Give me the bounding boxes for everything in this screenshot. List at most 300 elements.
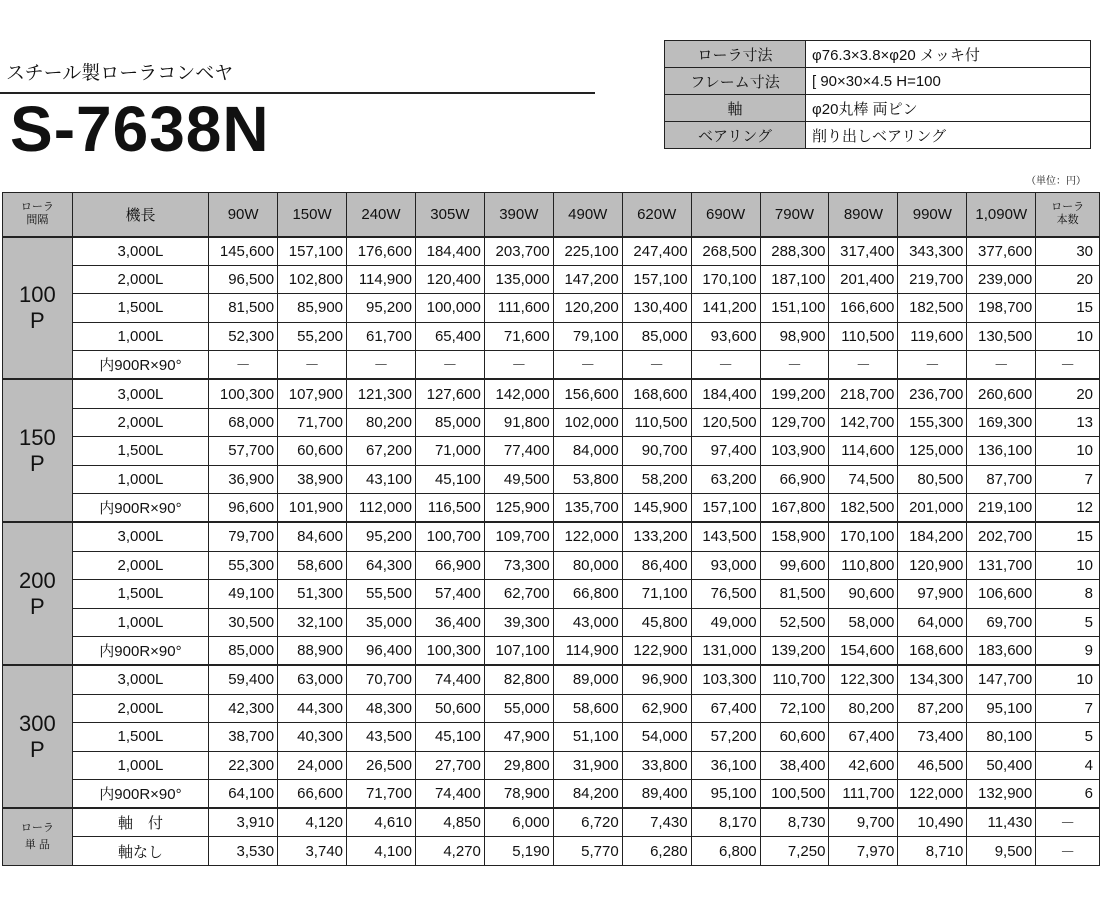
price-cell: 167,800: [760, 494, 829, 523]
price-cell: －: [553, 351, 622, 380]
price-cell: 95,100: [967, 694, 1036, 723]
table-row: [3, 780, 1100, 809]
table-row: [3, 637, 1100, 666]
roller-count-header: ローラ 本数: [1036, 193, 1100, 237]
price-cell: 38,900: [278, 465, 347, 494]
price-cell: 38,700: [209, 723, 278, 752]
price-cell: 87,200: [898, 694, 967, 723]
pitch-group-label: 100 P: [3, 237, 73, 380]
width-header: 305W: [415, 193, 484, 237]
price-cell: 183,600: [967, 637, 1036, 666]
price-cell: 182,500: [829, 494, 898, 523]
price-cell: 151,100: [760, 294, 829, 323]
price-cell: 100,300: [209, 379, 278, 408]
price-cell: 48,300: [347, 694, 416, 723]
price-cell: 93,000: [691, 551, 760, 580]
price-cell: 35,000: [347, 608, 416, 637]
price-cell: －: [967, 351, 1036, 380]
length-cell: 1,000L: [72, 751, 208, 780]
unit-note: （単位：円）: [1026, 176, 1086, 187]
price-cell: 85,900: [278, 294, 347, 323]
price-cell: 67,400: [829, 723, 898, 752]
spec-row: [665, 122, 1091, 149]
table-row: [3, 494, 1100, 523]
price-cell: 95,100: [691, 780, 760, 809]
roller-count-cell: 7: [1036, 694, 1100, 723]
price-cell: 155,300: [898, 408, 967, 437]
price-cell: 97,900: [898, 580, 967, 609]
spec-value: [ 90×30×4.5 H=100: [806, 68, 1091, 95]
length-cell: 2,000L: [72, 408, 208, 437]
price-cell: 102,800: [278, 265, 347, 294]
length-cell: 1,000L: [72, 465, 208, 494]
pitch-header: ローラ 間隔: [3, 193, 73, 237]
price-cell: 36,400: [415, 608, 484, 637]
price-cell: 132,900: [967, 780, 1036, 809]
price-cell: 4,850: [415, 808, 484, 837]
price-cell: 110,700: [760, 665, 829, 694]
price-cell: 166,600: [829, 294, 898, 323]
price-cell: 236,700: [898, 379, 967, 408]
price-cell: 122,000: [898, 780, 967, 809]
roller-count-cell: －: [1036, 808, 1100, 837]
price-cell: 59,400: [209, 665, 278, 694]
table-row: [3, 351, 1100, 380]
price-cell: 199,200: [760, 379, 829, 408]
price-cell: 147,700: [967, 665, 1036, 694]
price-cell: 55,000: [484, 694, 553, 723]
price-cell: 58,600: [553, 694, 622, 723]
price-cell: 85,000: [209, 637, 278, 666]
price-cell: 122,900: [622, 637, 691, 666]
width-header: 490W: [553, 193, 622, 237]
price-cell: 73,400: [898, 723, 967, 752]
price-cell: －: [829, 351, 898, 380]
roller-count-cell: －: [1036, 351, 1100, 380]
price-cell: 6,280: [622, 837, 691, 866]
price-cell: 93,600: [691, 322, 760, 351]
price-cell: 170,100: [691, 265, 760, 294]
price-cell: 31,900: [553, 751, 622, 780]
length-cell: 3,000L: [72, 522, 208, 551]
price-cell: 74,500: [829, 465, 898, 494]
table-row: [3, 379, 1100, 408]
length-cell: 内900R×90°: [72, 780, 208, 809]
price-cell: 8,170: [691, 808, 760, 837]
length-cell: 1,500L: [72, 437, 208, 466]
price-cell: 52,500: [760, 608, 829, 637]
pitch-group-label: 200 P: [3, 522, 73, 665]
price-cell: 76,500: [691, 580, 760, 609]
price-cell: 116,500: [415, 494, 484, 523]
price-cell: 158,900: [760, 522, 829, 551]
price-cell: 36,900: [209, 465, 278, 494]
price-cell: 89,400: [622, 780, 691, 809]
width-header: 240W: [347, 193, 416, 237]
price-cell: 64,000: [898, 608, 967, 637]
spec-label: フレーム寸法: [665, 68, 806, 95]
price-cell: 29,800: [484, 751, 553, 780]
price-cell: －: [760, 351, 829, 380]
price-cell: 84,000: [553, 437, 622, 466]
price-cell: 198,700: [967, 294, 1036, 323]
price-cell: 127,600: [415, 379, 484, 408]
price-cell: 73,300: [484, 551, 553, 580]
price-cell: 66,800: [553, 580, 622, 609]
price-cell: 45,800: [622, 608, 691, 637]
table-row: [3, 265, 1100, 294]
price-cell: 84,200: [553, 780, 622, 809]
price-cell: 64,300: [347, 551, 416, 580]
length-cell: 1,500L: [72, 723, 208, 752]
price-cell: 120,200: [553, 294, 622, 323]
price-cell: 157,100: [278, 237, 347, 266]
price-cell: 70,700: [347, 665, 416, 694]
width-header: 690W: [691, 193, 760, 237]
price-cell: 122,300: [829, 665, 898, 694]
roller-count-cell: 5: [1036, 608, 1100, 637]
price-cell: 106,600: [967, 580, 1036, 609]
price-cell: 225,100: [553, 237, 622, 266]
price-cell: 169,300: [967, 408, 1036, 437]
table-row: [3, 465, 1100, 494]
price-cell: 88,900: [278, 637, 347, 666]
price-cell: 96,400: [347, 637, 416, 666]
price-cell: 81,500: [760, 580, 829, 609]
price-cell: 80,200: [347, 408, 416, 437]
price-cell: 4,100: [347, 837, 416, 866]
price-cell: 10,490: [898, 808, 967, 837]
price-cell: 71,100: [622, 580, 691, 609]
price-cell: 135,700: [553, 494, 622, 523]
price-cell: 50,400: [967, 751, 1036, 780]
table-row: [3, 437, 1100, 466]
price-cell: 343,300: [898, 237, 967, 266]
price-cell: 97,400: [691, 437, 760, 466]
length-cell: 2,000L: [72, 265, 208, 294]
price-cell: 3,530: [209, 837, 278, 866]
price-cell: 33,800: [622, 751, 691, 780]
price-cell: 80,100: [967, 723, 1036, 752]
price-cell: 60,600: [278, 437, 347, 466]
spec-table: [664, 40, 1091, 149]
roller-count-cell: 4: [1036, 751, 1100, 780]
roller-count-cell: 20: [1036, 379, 1100, 408]
price-cell: 139,200: [760, 637, 829, 666]
price-cell: 119,600: [898, 322, 967, 351]
price-cell: 68,000: [209, 408, 278, 437]
price-cell: 135,000: [484, 265, 553, 294]
price-cell: 184,400: [691, 379, 760, 408]
roller-count-cell: 5: [1036, 723, 1100, 752]
price-cell: 80,000: [553, 551, 622, 580]
price-cell: 87,700: [967, 465, 1036, 494]
price-cell: 247,400: [622, 237, 691, 266]
price-cell: 95,200: [347, 522, 416, 551]
roller-count-cell: 20: [1036, 265, 1100, 294]
price-cell: 49,100: [209, 580, 278, 609]
price-cell: 7,970: [829, 837, 898, 866]
pitch-group-label: ローラ 単 品: [3, 808, 73, 865]
price-cell: 184,400: [415, 237, 484, 266]
pitch-group-label: 300 P: [3, 665, 73, 808]
price-cell: 109,700: [484, 522, 553, 551]
price-cell: 74,400: [415, 780, 484, 809]
price-cell: 268,500: [691, 237, 760, 266]
price-cell: －: [691, 351, 760, 380]
width-header: 90W: [209, 193, 278, 237]
price-cell: 143,500: [691, 522, 760, 551]
price-cell: 65,400: [415, 322, 484, 351]
price-cell: 114,600: [829, 437, 898, 466]
price-cell: 58,000: [829, 608, 898, 637]
length-header: 機長: [72, 193, 208, 237]
table-row: [3, 665, 1100, 694]
price-cell: 100,700: [415, 522, 484, 551]
price-cell: 131,700: [967, 551, 1036, 580]
price-cell: 45,100: [415, 723, 484, 752]
table-row: [3, 322, 1100, 351]
price-cell: 8,710: [898, 837, 967, 866]
table-row: [3, 294, 1100, 323]
price-cell: 103,900: [760, 437, 829, 466]
length-cell: 3,000L: [72, 379, 208, 408]
price-cell: 102,000: [553, 408, 622, 437]
price-cell: 100,300: [415, 637, 484, 666]
table-row: [3, 751, 1100, 780]
price-cell: 182,500: [898, 294, 967, 323]
price-cell: 57,400: [415, 580, 484, 609]
length-cell: 軸なし: [72, 837, 208, 866]
width-header: 790W: [760, 193, 829, 237]
price-cell: 49,000: [691, 608, 760, 637]
price-cell: 114,900: [553, 637, 622, 666]
length-cell: 1,000L: [72, 322, 208, 351]
price-cell: 67,200: [347, 437, 416, 466]
price-cell: 145,600: [209, 237, 278, 266]
price-cell: 30,500: [209, 608, 278, 637]
price-cell: 107,900: [278, 379, 347, 408]
price-cell: 26,500: [347, 751, 416, 780]
price-cell: 157,100: [691, 494, 760, 523]
price-cell: 187,100: [760, 265, 829, 294]
price-cell: 5,770: [553, 837, 622, 866]
price-cell: 42,600: [829, 751, 898, 780]
price-cell: －: [415, 351, 484, 380]
price-cell: 218,700: [829, 379, 898, 408]
table-row: [3, 808, 1100, 837]
spec-label: ローラ寸法: [665, 41, 806, 68]
price-cell: 49,500: [484, 465, 553, 494]
price-cell: 11,430: [967, 808, 1036, 837]
table-row: [3, 237, 1100, 266]
length-cell: 内900R×90°: [72, 494, 208, 523]
price-cell: 4,120: [278, 808, 347, 837]
table-row: [3, 551, 1100, 580]
roller-count-cell: 15: [1036, 522, 1100, 551]
price-cell: 57,700: [209, 437, 278, 466]
price-cell: 46,500: [898, 751, 967, 780]
price-cell: 64,100: [209, 780, 278, 809]
price-cell: 7,430: [622, 808, 691, 837]
pitch-group-label: 150 P: [3, 379, 73, 522]
price-cell: －: [484, 351, 553, 380]
price-cell: 47,900: [484, 723, 553, 752]
price-cell: 112,000: [347, 494, 416, 523]
length-cell: 2,000L: [72, 551, 208, 580]
roller-count-cell: 9: [1036, 637, 1100, 666]
price-cell: 103,300: [691, 665, 760, 694]
price-cell: 3,910: [209, 808, 278, 837]
roller-count-cell: 8: [1036, 580, 1100, 609]
price-cell: －: [622, 351, 691, 380]
width-header: 890W: [829, 193, 898, 237]
spec-value: φ20丸棒 両ピン: [806, 95, 1091, 122]
price-cell: 55,500: [347, 580, 416, 609]
roller-count-cell: 10: [1036, 665, 1100, 694]
width-header: 390W: [484, 193, 553, 237]
price-cell: 98,900: [760, 322, 829, 351]
price-cell: 133,200: [622, 522, 691, 551]
price-cell: 7,250: [760, 837, 829, 866]
price-cell: 121,300: [347, 379, 416, 408]
model-number: S-7638N: [10, 93, 270, 165]
price-cell: 120,900: [898, 551, 967, 580]
price-cell: 156,600: [553, 379, 622, 408]
price-cell: －: [347, 351, 416, 380]
price-cell: 134,300: [898, 665, 967, 694]
price-cell: 52,300: [209, 322, 278, 351]
price-cell: 58,200: [622, 465, 691, 494]
price-cell: 66,900: [760, 465, 829, 494]
price-cell: 125,900: [484, 494, 553, 523]
price-cell: 67,400: [691, 694, 760, 723]
width-header: 1,090W: [967, 193, 1036, 237]
price-cell: 3,740: [278, 837, 347, 866]
price-cell: 202,700: [967, 522, 1036, 551]
price-cell: 79,700: [209, 522, 278, 551]
price-cell: 72,100: [760, 694, 829, 723]
price-cell: 96,500: [209, 265, 278, 294]
price-cell: 55,200: [278, 322, 347, 351]
width-header: 990W: [898, 193, 967, 237]
price-cell: 110,500: [622, 408, 691, 437]
price-cell: 58,600: [278, 551, 347, 580]
price-cell: 157,100: [622, 265, 691, 294]
price-cell: 71,000: [415, 437, 484, 466]
price-cell: 55,300: [209, 551, 278, 580]
price-cell: 110,500: [829, 322, 898, 351]
price-cell: 201,000: [898, 494, 967, 523]
price-cell: 4,270: [415, 837, 484, 866]
price-cell: 288,300: [760, 237, 829, 266]
price-cell: 125,000: [898, 437, 967, 466]
table-row: [3, 522, 1100, 551]
price-cell: 168,600: [622, 379, 691, 408]
price-cell: 8,730: [760, 808, 829, 837]
length-cell: 3,000L: [72, 237, 208, 266]
price-cell: 39,300: [484, 608, 553, 637]
price-cell: 24,000: [278, 751, 347, 780]
price-cell: 63,000: [278, 665, 347, 694]
price-cell: 71,700: [278, 408, 347, 437]
price-cell: 110,800: [829, 551, 898, 580]
spec-label: 軸: [665, 95, 806, 122]
price-cell: 100,500: [760, 780, 829, 809]
price-cell: 32,100: [278, 608, 347, 637]
spec-row: [665, 41, 1091, 68]
price-cell: 85,000: [622, 322, 691, 351]
price-cell: 62,700: [484, 580, 553, 609]
price-cell: 79,100: [553, 322, 622, 351]
price-cell: 54,000: [622, 723, 691, 752]
price-cell: 91,800: [484, 408, 553, 437]
price-cell: 81,500: [209, 294, 278, 323]
price-cell: 66,900: [415, 551, 484, 580]
length-cell: 軸 付: [72, 808, 208, 837]
price-cell: 96,600: [209, 494, 278, 523]
price-cell: 43,100: [347, 465, 416, 494]
price-cell: 22,300: [209, 751, 278, 780]
price-cell: 9,700: [829, 808, 898, 837]
price-cell: 53,800: [553, 465, 622, 494]
price-cell: 43,500: [347, 723, 416, 752]
table-row: [3, 694, 1100, 723]
price-cell: 69,700: [967, 608, 1036, 637]
price-cell: 6,720: [553, 808, 622, 837]
width-header: 150W: [278, 193, 347, 237]
price-cell: 120,400: [415, 265, 484, 294]
length-cell: 1,000L: [72, 608, 208, 637]
price-cell: 78,900: [484, 780, 553, 809]
table-row: [3, 408, 1100, 437]
price-cell: 74,400: [415, 665, 484, 694]
price-cell: 203,700: [484, 237, 553, 266]
spec-value: φ76.3×3.8×φ20 メッキ付: [806, 41, 1091, 68]
table-row: [3, 837, 1100, 866]
price-cell: 85,000: [415, 408, 484, 437]
length-cell: 2,000L: [72, 694, 208, 723]
price-cell: 27,700: [415, 751, 484, 780]
price-cell: 66,600: [278, 780, 347, 809]
price-cell: 80,500: [898, 465, 967, 494]
roller-count-cell: 10: [1036, 322, 1100, 351]
table-row: [3, 580, 1100, 609]
price-cell: 100,000: [415, 294, 484, 323]
price-cell: 142,700: [829, 408, 898, 437]
spec-label: ベアリング: [665, 122, 806, 149]
price-cell: 131,000: [691, 637, 760, 666]
price-cell: 154,600: [829, 637, 898, 666]
roller-count-cell: 10: [1036, 437, 1100, 466]
product-subtitle: スチール製ローラコンベヤ: [6, 63, 234, 84]
price-cell: 77,400: [484, 437, 553, 466]
roller-count-cell: 6: [1036, 780, 1100, 809]
price-cell: 62,900: [622, 694, 691, 723]
price-cell: 51,300: [278, 580, 347, 609]
price-cell: 260,600: [967, 379, 1036, 408]
price-cell: 99,600: [760, 551, 829, 580]
price-cell: 101,900: [278, 494, 347, 523]
length-cell: 3,000L: [72, 665, 208, 694]
price-cell: 136,100: [967, 437, 1036, 466]
price-cell: 80,200: [829, 694, 898, 723]
price-cell: 5,190: [484, 837, 553, 866]
price-cell: 89,000: [553, 665, 622, 694]
width-header: 620W: [622, 193, 691, 237]
price-cell: 63,200: [691, 465, 760, 494]
spec-row: [665, 95, 1091, 122]
